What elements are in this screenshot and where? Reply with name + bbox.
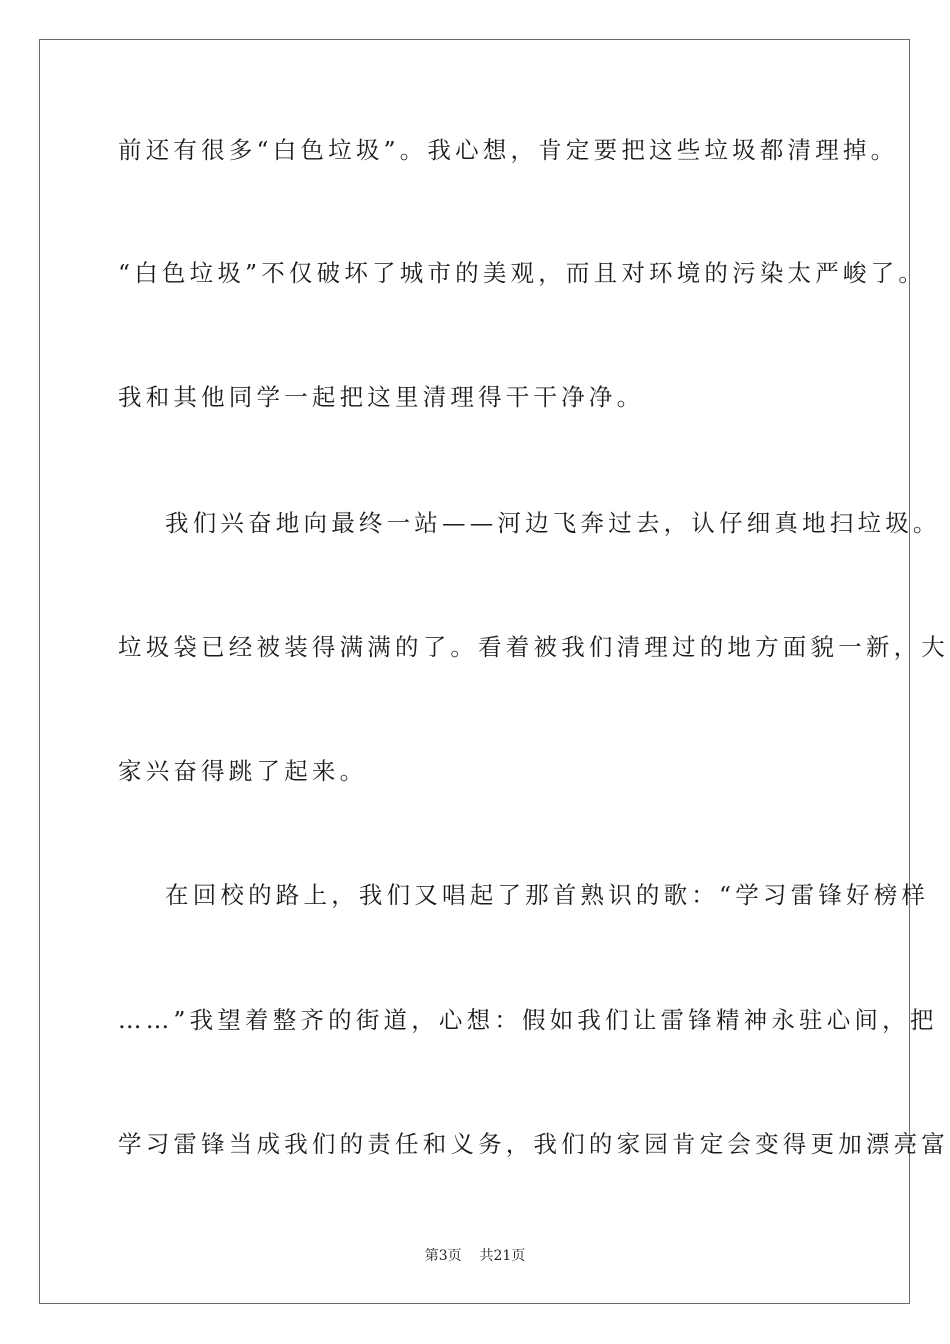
text-line-6: 家兴奋得跳了起来。 xyxy=(118,757,368,785)
text-line-3: 我和其他同学一起把这里清理得干干净净。 xyxy=(118,383,645,411)
text-line-5: 垃圾袋已经被装得满满的了。看着被我们清理过的地方面貌一新，大 xyxy=(118,633,949,661)
page-footer xyxy=(0,1246,950,1266)
text-line-7: 在回校的路上，我们又唱起了那首熟识的歌：“学习雷锋好榜样 xyxy=(165,881,930,909)
text-line-9: 学习雷锋当成我们的责任和义务，我们的家园肯定会变得更加漂亮富 xyxy=(118,1130,949,1158)
page-total: 共21页 xyxy=(479,1248,526,1264)
text-line-2: “白色垃圾”不仅破坏了城市的美观，而且对环境的污染太严峻了。 xyxy=(118,259,927,287)
text-line-8: ……”我望着整齐的街道，心想：假如我们让雷锋精神永驻心间，把 xyxy=(118,1006,938,1034)
page-number: 第3页 xyxy=(424,1248,462,1264)
text-line-1: 前还有很多“白色垃圾”。我心想，肯定要把这些垃圾都清理掉。 xyxy=(118,136,899,164)
page-border xyxy=(39,39,949,1304)
text-line-4: 我们兴奋地向最终一站——河边飞奔过去，认仔细真地扫垃圾。 xyxy=(165,509,941,537)
